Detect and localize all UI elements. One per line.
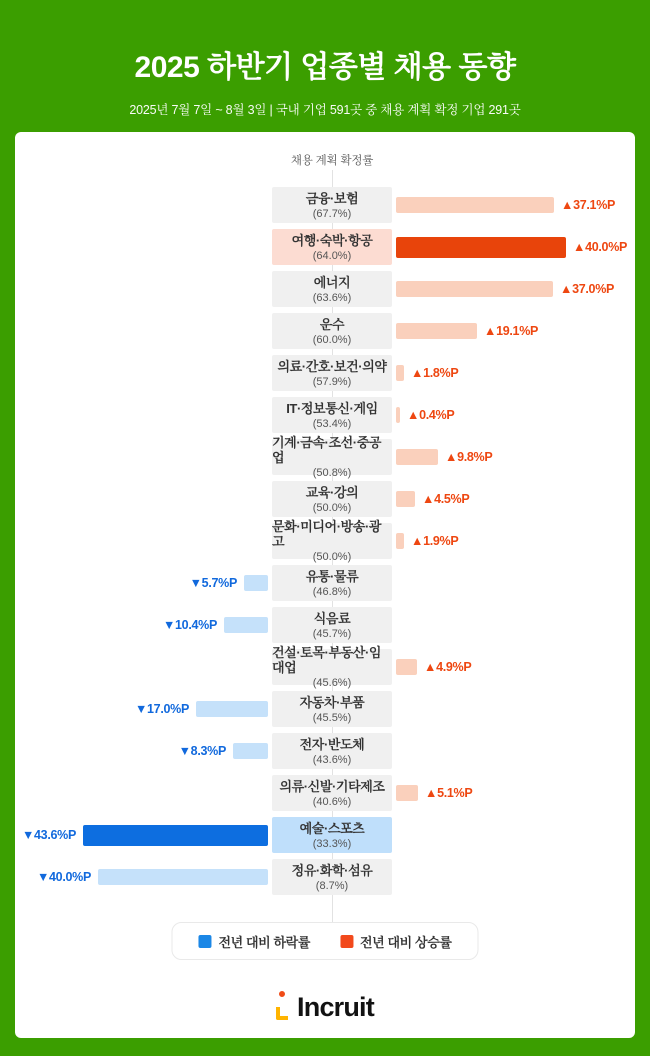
category-box	[272, 187, 392, 223]
increase-bar	[396, 785, 418, 801]
decrease-bar	[196, 701, 268, 717]
legend-label-increase: 전년 대비 상승률	[360, 934, 452, 950]
chart-row	[15, 565, 635, 601]
legend-item-decrease	[198, 932, 310, 951]
chart-row	[15, 691, 635, 727]
category-label: 자동차·부품	[299, 694, 365, 710]
page-title: 2025 하반기 업종별 채용 동향	[134, 51, 516, 84]
increase-bar	[396, 659, 417, 675]
category-label: 정유·화학·섬유	[291, 862, 373, 878]
category-label: IT·정보통신·게임	[286, 400, 378, 416]
category-label: 건설·토목·부동산·임대업	[272, 645, 382, 675]
increase-bar	[396, 237, 566, 258]
change-value-label: ▲4.5%P	[422, 492, 470, 506]
logo-foot-icon	[276, 1007, 288, 1020]
category-label: 운수	[319, 316, 345, 332]
increase-swatch-icon	[340, 935, 353, 948]
chart-row	[15, 229, 635, 265]
change-value-label: ▼5.7%P	[189, 576, 237, 590]
page-subtitle: 2025년 7월 7일 ~ 8월 3일 | 국내 기업 591곳 중 채용 계획 확정 기업 291곳	[129, 103, 521, 117]
axis-label: 채용 계획 확정률	[290, 155, 374, 167]
category-rate-label: (64.0%)	[312, 249, 352, 262]
change-value-label: ▲40.0%P	[573, 240, 628, 254]
category-box	[272, 859, 392, 895]
category-rate-label: (53.4%)	[312, 417, 352, 430]
chart-row	[15, 817, 635, 853]
chart-row	[15, 607, 635, 643]
chart-row	[15, 775, 635, 811]
chart-row	[15, 645, 635, 689]
legend	[171, 922, 478, 960]
category-rate-label: (43.6%)	[312, 753, 352, 766]
increase-bar	[396, 491, 415, 507]
category-box	[272, 271, 392, 307]
change-value-label: ▲37.1%P	[561, 198, 616, 212]
change-value-label: ▼43.6%P	[21, 828, 76, 842]
incruit-logo	[15, 984, 635, 1030]
category-rate-label: (50.8%)	[312, 467, 352, 479]
category-label: 유통·물류	[305, 568, 359, 584]
category-label: 금융·보험	[305, 190, 359, 206]
category-label: 식음료	[313, 610, 351, 626]
category-box	[272, 397, 392, 433]
chart-row	[15, 355, 635, 391]
change-value-label: ▼8.3%P	[178, 744, 226, 758]
category-rate-label: (50.0%)	[312, 551, 352, 563]
decrease-bar	[83, 825, 268, 846]
chart-row	[15, 859, 635, 895]
chart-card	[15, 132, 635, 1038]
change-value-label: ▲4.9%P	[424, 660, 472, 674]
increase-bar	[396, 449, 438, 465]
chart-row	[15, 519, 635, 563]
incruit-logo-text: Incruit	[297, 991, 374, 1022]
change-value-label: ▼10.4%P	[162, 618, 217, 632]
category-box	[272, 733, 392, 769]
category-rate-label: (40.6%)	[312, 795, 352, 808]
category-label: 의류·신발·기타제조	[279, 778, 385, 794]
increase-bar	[396, 323, 477, 339]
decrease-bar	[233, 743, 268, 759]
category-label: 의료·간호·보건·의약	[277, 358, 387, 374]
change-value-label: ▲1.8%P	[411, 366, 459, 380]
change-value-label: ▼40.0%P	[36, 870, 91, 884]
category-rate-label: (45.5%)	[312, 711, 352, 724]
increase-bar	[396, 365, 404, 381]
category-box	[272, 565, 392, 601]
change-value-label: ▲5.1%P	[425, 786, 473, 800]
decrease-bar	[224, 617, 268, 633]
category-rate-label: (33.3%)	[312, 837, 352, 850]
category-rate-label: (63.6%)	[312, 291, 352, 304]
category-label: 전자·반도체	[299, 736, 365, 752]
decrease-bar	[98, 869, 268, 885]
category-rate-label: (45.6%)	[312, 677, 352, 689]
category-box	[272, 355, 392, 391]
change-value-label: ▲1.9%P	[411, 534, 459, 548]
category-rate-label: (60.0%)	[312, 333, 352, 346]
category-rate-label: (46.8%)	[312, 585, 352, 598]
chart-row	[15, 481, 635, 517]
category-rate-label: (67.7%)	[312, 207, 352, 220]
category-rate-label: (8.7%)	[315, 879, 349, 892]
category-box	[272, 645, 392, 689]
category-label: 교육·강의	[305, 484, 359, 500]
legend-item-increase	[340, 932, 452, 951]
increase-bar	[396, 407, 400, 423]
category-box	[272, 313, 392, 349]
category-box	[272, 481, 392, 517]
category-box	[272, 775, 392, 811]
logo-ring-icon	[279, 991, 285, 997]
category-label: 기계·금속·조선·중공업	[272, 435, 382, 465]
category-box	[272, 817, 392, 853]
chart-row	[15, 187, 635, 223]
category-rate-label: (50.0%)	[312, 501, 352, 514]
increase-bar	[396, 197, 554, 213]
category-box	[272, 435, 392, 479]
header	[0, 0, 650, 118]
change-value-label: ▲37.0%P	[560, 282, 615, 296]
category-rate-label: (45.7%)	[312, 627, 352, 640]
change-value-label: ▲19.1%P	[484, 324, 539, 338]
increase-bar	[396, 533, 404, 549]
category-box	[272, 691, 392, 727]
category-box	[272, 607, 392, 643]
increase-bar	[396, 281, 553, 297]
category-rate-label: (57.9%)	[312, 375, 352, 388]
change-value-label: ▼17.0%P	[134, 702, 189, 716]
change-value-label: ▲0.4%P	[407, 408, 455, 422]
category-label: 문화·미디어·방송·광고	[272, 519, 382, 549]
chart-row	[15, 435, 635, 479]
category-label: 예술·스포츠	[299, 820, 365, 836]
category-box	[272, 519, 392, 563]
category-label: 에너지	[313, 274, 351, 290]
chart-row	[15, 733, 635, 769]
decrease-swatch-icon	[198, 935, 211, 948]
chart-row	[15, 271, 635, 307]
legend-label-decrease: 전년 대비 하락률	[218, 934, 310, 950]
chart-row	[15, 313, 635, 349]
incruit-logo-icon	[276, 988, 295, 1026]
category-label: 여행·숙박·항공	[291, 232, 373, 248]
change-value-label: ▲9.8%P	[445, 450, 493, 464]
category-box	[272, 229, 392, 265]
chart-row	[15, 397, 635, 433]
decrease-bar	[244, 575, 268, 591]
